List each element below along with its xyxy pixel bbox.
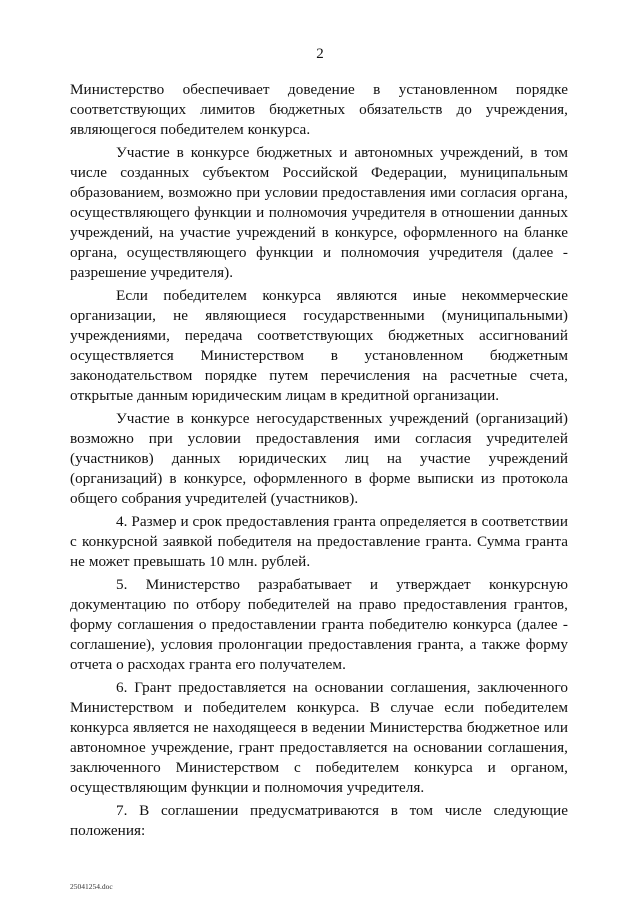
paragraph-item-5: 5. Министерство разрабатывает и утверждает конкурсную документацию по отбору победителей на право предоставления грантов, форму соглашения о предоставлении гранта победителю конкурса (далее - соглашение), условия пролонгации предоставления гранта, а также форму отчета о расходах гранта его получателем. (70, 576, 568, 673)
paragraph-nonprofit-winners: Если победителем конкурса являются иные некоммерческие организации, не являющиеся государственными (муниципальными) учреждениями, передача соответствующих бюджетных ассигнований осуществляется Министерством в установленном бюджетным законодательством порядке путем перечисления на расчетные счета, открытые данным юридическим лицам в кредитной организации. (70, 287, 568, 404)
paragraph-item-4: 4. Размер и срок предоставления гранта определяется в соответствии с конкурсной заявкой победителя на предоставление гранта. Сумма гранта не может превышать 10 млн. рублей. (70, 513, 568, 570)
page-number: 2 (316, 46, 324, 62)
paragraph-item-7: 7. В соглашении предусматриваются в том числе следующие положения: (70, 802, 568, 839)
paragraph-item-6: 6. Грант предоставляется на основании соглашения, заключенного Министерством и победителем конкурса. В случае если победителем конкурса является не находящееся в ведении Министерства бюджетное или автономное учреждение, грант предоставляется на основании соглашения, заключенного Министерством с победителем конкурса и органом, осуществляющим функции и полномочия учредителя. (70, 679, 568, 796)
paragraph-lead: Министерство обеспечивает доведение в установленном порядке соответствующих лимитов бюджетных обязательств до учреждения, являющегося победителем конкурса. (70, 81, 568, 138)
paragraph-nongovernment-participation: Участие в конкурсе негосударственных учреждений (организаций) возможно при условии предоставления ими согласия учредителей (участников) данных юридических лиц на участие учреждений (организаций) в конкурсе, оформленного в форме выписки из протокола общего собрания учредителей (участников). (70, 410, 568, 507)
document-filename: 25041254.doc (70, 882, 113, 891)
document-body (70, 80, 568, 844)
paragraph-participation-budget-institutions: Участие в конкурсе бюджетных и автономных учреждений, в том числе созданных субъектом Российской Федерации, муниципальным образованием, возможно при условии предоставления ими согласия органа, осуществляющего функции и полномочия учредителя в отношении данных учреждений, на участие учреждений в конкурсе, оформленного на бланке органа, осуществляющего функции и полномочия учредителя (далее - разрешение учредителя). (70, 144, 568, 281)
